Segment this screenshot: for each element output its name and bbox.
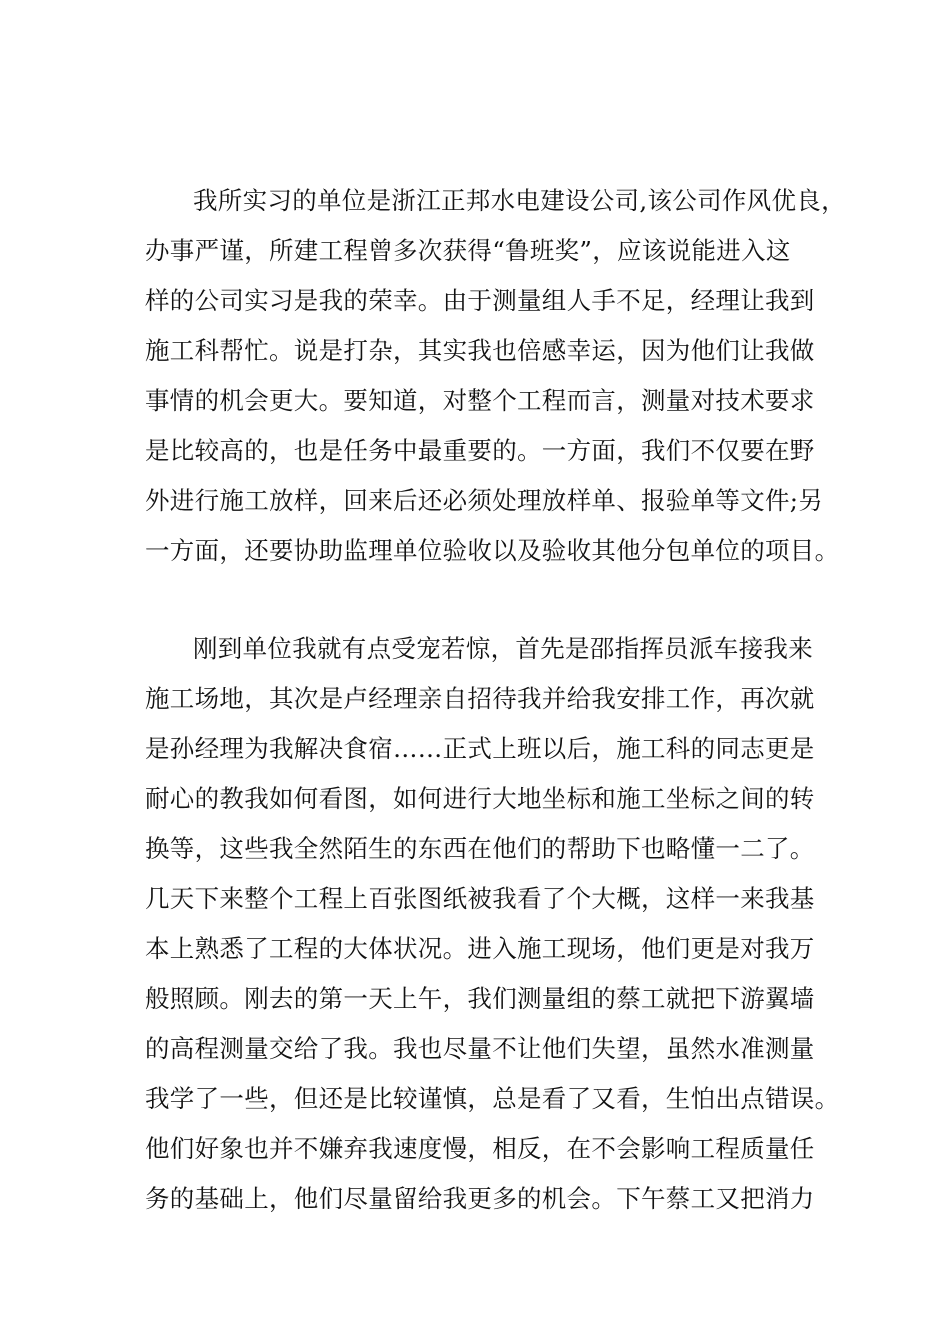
paragraph-line: 本上熟悉了工程的大体状况。进入施工现场，他们更是对我万	[145, 934, 815, 963]
paragraph-line: 施工场地，其次是卢经理亲自招待我并给我安排工作，再次就	[145, 684, 815, 713]
paragraph-line: 他们好象也并不嫌弃我速度慢，相反，在不会影响工程质量任	[145, 1134, 815, 1163]
paragraph-line: 换等，这些我全然陌生的东西在他们的帮助下也略懂一二了。	[145, 834, 815, 863]
paragraph-line: 事情的机会更大。要知道，对整个工程而言，测量对技术要求	[145, 386, 815, 415]
paragraph-line: 耐心的教我如何看图，如何进行大地坐标和施工坐标之间的转	[145, 784, 815, 813]
paragraph-line: 一方面，还要协助监理单位验收以及验收其他分包单位的项目。	[145, 536, 840, 565]
paragraph-line: 我学了一些，但还是比较谨慎，总是看了又看，生怕出点错误。	[145, 1084, 840, 1113]
paragraph-line: 办事严谨，所建工程曾多次获得“鲁班奖”，应该说能进入这	[145, 236, 791, 265]
paragraph-line: 般照顾。刚去的第一天上午，我们测量组的蔡工就把下游翼墙	[145, 984, 815, 1013]
paragraph-line: 几天下来整个工程上百张图纸被我看了个大概，这样一来我基	[145, 884, 815, 913]
paragraph-line: 的高程测量交给了我。我也尽量不让他们失望，虽然水准测量	[145, 1034, 815, 1063]
paragraph-line: 施工科帮忙。说是打杂，其实我也倍感幸运，因为他们让我做	[145, 336, 815, 365]
paragraph-line: 刚到单位我就有点受宠若惊，首先是邵指挥员派车接我来	[193, 634, 813, 663]
paragraph-line: 我所实习的单位是浙江正邦水电建设公司,该公司作风优良，	[193, 186, 846, 215]
paragraph-line: 外进行施工放样，回来后还必须处理放样单、报验单等文件;另	[145, 486, 824, 515]
paragraph-line: 务的基础上，他们尽量留给我更多的机会。下午蔡工又把消力	[145, 1184, 815, 1213]
paragraph-line: 是比较高的，也是任务中最重要的。一方面，我们不仅要在野	[145, 436, 815, 465]
paragraph-line: 样的公司实习是我的荣幸。由于测量组人手不足，经理让我到	[145, 286, 815, 315]
paragraph-line: 是孙经理为我解决食宿……正式上班以后，施工科的同志更是	[145, 734, 815, 763]
